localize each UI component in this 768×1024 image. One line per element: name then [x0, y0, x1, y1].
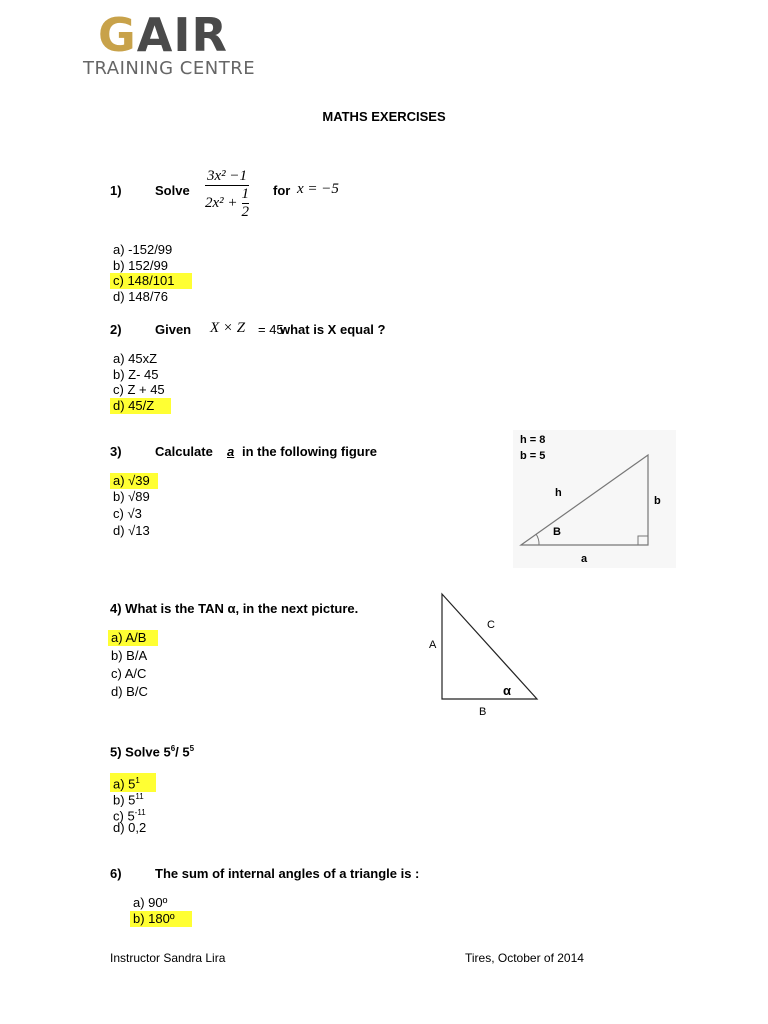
footer-date: Tires, October of 2014 [465, 951, 584, 965]
logo-subtitle: TRAINING CENTRE [83, 58, 256, 79]
q4-option-d: d) B/C [111, 684, 148, 699]
q4-text: 4) What is the TAN α, in the next picture. [110, 601, 359, 616]
q6-number: 6) [110, 866, 122, 881]
q5-option-a: a) $5^1$ [110, 773, 156, 792]
q3-angle-label: B [553, 526, 561, 538]
q5-exp1: 6 [170, 744, 176, 753]
q1-fraction [205, 168, 249, 221]
q4-option-c: c) A/C [111, 666, 147, 681]
q1-half-bottom: 2 [241, 204, 250, 220]
q3-h-label: h [555, 487, 562, 499]
q4-alpha-label: α [503, 683, 511, 698]
q3-h-value: h = 8 [520, 434, 546, 446]
q2-rest: what is X equal ? [280, 322, 386, 337]
q2-option-d: d) 45/Z [110, 398, 171, 414]
q4-option-a: a) A/B [108, 630, 158, 646]
q6-option-b: b) 180º [130, 911, 192, 927]
q4-side-a-label: A [429, 639, 437, 651]
q1-for: for [273, 183, 291, 198]
q3-text-after: in the following figure [242, 444, 378, 459]
q2-expr: X × Z [210, 320, 246, 336]
q3-option-c: c) √3 [113, 506, 142, 521]
q3-b-label: b [654, 495, 661, 507]
q5-option-d: d) 0,2 [113, 820, 147, 835]
q1-half-top: 1 [241, 186, 250, 202]
q5-slash: / 5 [175, 744, 190, 760]
q1-option-b: b) 152/99 [113, 258, 168, 273]
q2-option-b: b) Z- 45 [113, 367, 159, 382]
q5-text [110, 744, 194, 759]
logo-air: AIR [136, 8, 228, 62]
q2-option-a: a) 45xZ [113, 351, 158, 366]
q1-numerator: 3x² −1 [207, 168, 248, 184]
q1-denominator: 2x² + [205, 195, 238, 211]
q3-option-b: b) √89 [113, 489, 150, 504]
q3-option-a: a) √39 [110, 473, 158, 489]
q1-option-a: a) -152/99 [113, 242, 173, 257]
q3-figure [513, 430, 676, 568]
q1-option-d: d) 148/76 [113, 289, 168, 304]
q5-option-c: c) $5^{-11}$ [113, 808, 146, 824]
q3-text-before: Calculate [155, 444, 213, 459]
q2-option-c: c) Z + 45 [113, 382, 165, 397]
q3-number: 3) [110, 444, 122, 459]
q1-condition: x = −5 [297, 181, 339, 197]
logo-g: G [98, 8, 137, 62]
q1-verb: Solve [155, 183, 190, 198]
q4-option-b: b) B/A [111, 648, 148, 663]
q4-side-c-label: C [487, 619, 495, 631]
q2-eq: = 45 [258, 322, 284, 337]
q1-option-c: c) 148/101 [110, 273, 192, 289]
q6-option-a: a) 90º [133, 895, 168, 910]
q1-number: 1) [110, 183, 122, 198]
q3-option-d: d) √13 [113, 523, 150, 538]
q3-a-label: a [581, 553, 588, 565]
q5-option-b: b) $5^{11}$ [113, 792, 144, 808]
page-title: MATHS EXERCISES [322, 109, 446, 124]
q2-verb: Given [155, 322, 192, 337]
logo [98, 10, 228, 60]
q4-side-b-label: B [479, 706, 487, 718]
q5-exp2: 5 [189, 744, 195, 753]
q5-base: 5) Solve 5 [110, 744, 171, 760]
q3-variable: a [227, 444, 235, 459]
q2-number: 2) [110, 322, 122, 337]
q3-b-value: b = 5 [520, 450, 546, 462]
q6-text: The sum of internal angles of a triangle is : [155, 866, 420, 881]
footer-instructor: Instructor Sandra Lira [110, 951, 226, 965]
q4-triangle-diagram [435, 588, 545, 706]
